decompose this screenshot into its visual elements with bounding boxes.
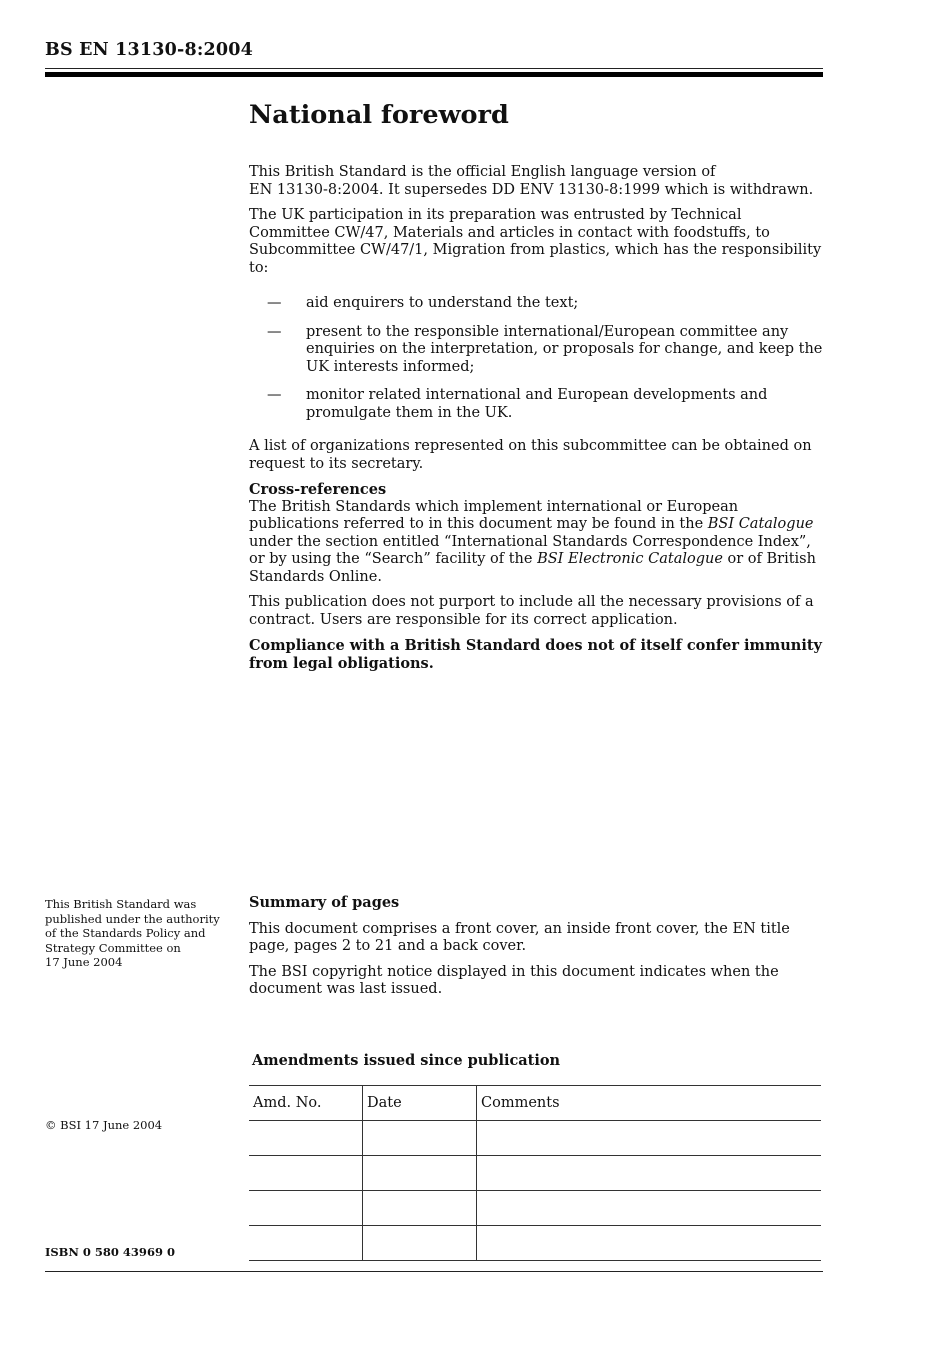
- bsi-electronic-catalogue-title: BSI Electronic Catalogue: [537, 551, 723, 567]
- page-title: National foreword: [249, 100, 509, 130]
- intro-line-1: This British Standard is the official English language version of: [249, 164, 716, 180]
- summary-section: [249, 894, 825, 1007]
- intro-line-2: EN 13130-8:2004. It supersedes DD ENV 13130-8:1999 which is withdrawn.: [249, 181, 814, 198]
- table-cell: [363, 1121, 477, 1156]
- dash-marker: —: [267, 387, 282, 403]
- amendments-title: Amendments issued since publication: [252, 1052, 561, 1069]
- table-cell: [249, 1121, 363, 1156]
- dash-marker: —: [267, 295, 282, 311]
- authority-line: 17 June 2004: [45, 955, 123, 969]
- table-header-row: [249, 1086, 821, 1121]
- intro-paragraph-1: [249, 164, 825, 199]
- summary-paragraph-1: This document comprises a front cover, an inside front cover, the EN title page, pages 2 to 21 and a back cover.: [249, 920, 790, 954]
- table-cell: [363, 1226, 477, 1261]
- dash-marker: —: [267, 323, 282, 340]
- summary-paragraph-2: The BSI copyright notice displayed in this document indicates when the document was last issued.: [249, 963, 779, 997]
- list-item-text: monitor related international and European developments and promulgate them in the UK.: [306, 387, 768, 421]
- table-cell: [477, 1121, 822, 1156]
- publication-authority-note: [45, 897, 230, 970]
- table-cell: [477, 1156, 822, 1191]
- table-row: [249, 1121, 821, 1156]
- list-item: [249, 387, 825, 422]
- list-item: [249, 324, 825, 377]
- cross-ref-text-2: under the section entitled “International Standards Correspondence Index”, or by using the “Search” facility of the: [249, 533, 811, 567]
- main-content: [249, 164, 825, 680]
- list-item: [249, 295, 825, 313]
- footer-rule: [45, 1271, 823, 1272]
- authority-line: This British Standard was: [45, 897, 197, 911]
- list-item-text: aid enquirers to understand the text;: [306, 295, 579, 311]
- authority-line: of the Standards Policy and: [45, 926, 206, 940]
- table-cell: [477, 1191, 822, 1226]
- copyright-notice: © BSI 17 June 2004: [45, 1118, 163, 1132]
- amendments-table: [249, 1085, 821, 1261]
- table-cell: [363, 1156, 477, 1191]
- cross-ref-text-3: or of British Standards Online.: [249, 551, 816, 585]
- table-cell: [249, 1226, 363, 1261]
- organizations-note: A list of organizations represented on this subcommittee can be obtained on request to its secretary.: [249, 438, 812, 472]
- contract-note: This publication does not purport to include all the necessary provisions of a contract. Users are responsible for its correct application.: [249, 594, 814, 628]
- column-header-amd-no: Amd. No.: [249, 1086, 363, 1121]
- authority-line: Strategy Committee on: [45, 940, 181, 955]
- header-rule-thick: [45, 72, 823, 77]
- table-cell: [363, 1191, 477, 1226]
- compliance-statement: Compliance with a British Standard does not of itself confer immunity from legal obligations.: [249, 637, 822, 672]
- list-item-text: present to the responsible international/European committee any enquiries on the interpretation, or proposals for change, and keep the UK interests informed;: [306, 323, 823, 375]
- table-cell: [249, 1156, 363, 1191]
- responsibility-list: [249, 295, 825, 422]
- table-row: [249, 1226, 821, 1261]
- header-rule-thin: [45, 68, 823, 69]
- summary-heading: Summary of pages: [249, 894, 400, 911]
- cross-ref-text-1: The British Standards which implement international or European publications referred to in this document may be found in the: [249, 498, 739, 532]
- document-id: BS EN 13130-8:2004: [45, 40, 254, 60]
- column-header-date: Date: [363, 1086, 477, 1121]
- cross-references-heading: Cross-references: [249, 481, 387, 498]
- table-cell: [477, 1226, 822, 1261]
- table-row: [249, 1156, 821, 1191]
- authority-line: published under the authority: [45, 911, 220, 926]
- column-header-comments: Comments: [477, 1086, 822, 1121]
- bsi-catalogue-title: BSI Catalogue: [707, 516, 814, 532]
- cross-references-text: [249, 499, 825, 587]
- isbn: ISBN 0 580 43969 0: [45, 1245, 175, 1259]
- intro-paragraph-2: The UK participation in its preparation was entrusted by Technical Committee CW/47, Materials and articles in contact with foodstuffs, to Subcommittee CW/47/1, Migration from plastics, which has the responsibility to:: [249, 207, 822, 276]
- table-cell: [249, 1191, 363, 1226]
- table-row: [249, 1191, 821, 1226]
